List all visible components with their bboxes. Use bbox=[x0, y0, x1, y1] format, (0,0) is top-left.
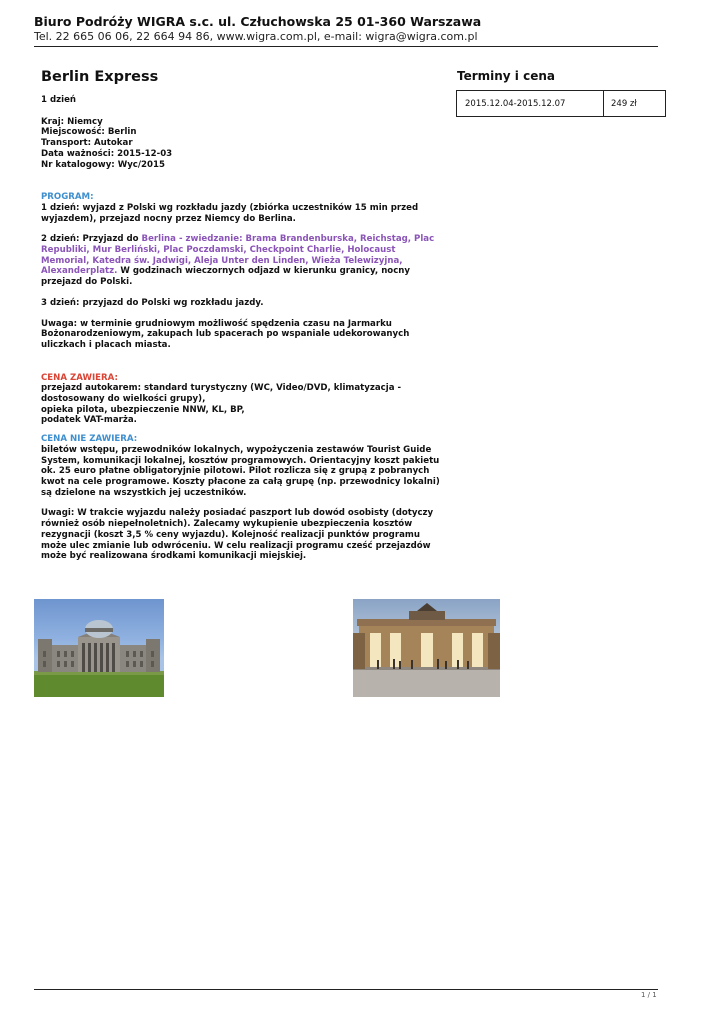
brandenburg-gate-illustration bbox=[353, 599, 500, 697]
tour-description bbox=[41, 95, 441, 562]
tour-duration: 1 dzień bbox=[41, 95, 77, 105]
term-price-cell: 249 zł bbox=[611, 99, 637, 109]
program-day-2-suffix: W godzinach wieczornych odjazd w kierunku granicy, nocny przejazd do Polski. bbox=[41, 266, 411, 288]
tour-title: Berlin Express bbox=[41, 69, 159, 85]
berlin-sights-link[interactable]: Berlina - zwiedzanie: Brama Brandenburska, Reichstag, Plac Republiki, Mur Berliński, Plac Poczdamski, Checkpoint Charlie, Holocaust Memorial, Katedra św. Jadwigi, Aleja Unter den Linden, Wieża Telewizyjna, Alexanderplatz. bbox=[41, 234, 435, 277]
price-excludes-text: biletów wstępu, przewodników lokalnych, wypożyczenia zestawów Tourist Guide System, komunikacji lokalnej, kosztów programowych. Orientacyjny koszt pakietu ok. 25 euro płatne obligatoryjnie pilotowi. Pilot rozlicza się z grupą z pobranych kwot na cele programowe. Koszty płacone za całą grupę (np. przewodnicy lokalni) są dzielone na wszystkich jej uczestników. bbox=[41, 444, 440, 498]
price-excludes-heading: CENA NIE ZAWIERA: bbox=[41, 434, 138, 445]
program-day-3: 3 dzień: przyjazd do Polski wg rozkładu jazdy. bbox=[41, 297, 264, 308]
remarks-text: Uwagi: W trakcie wyjazdu należy posiadać paszport lub dowód osobisty (dotyczy również osób niepełnoletnich). Zalecamy wykupienie ubezpieczenia kosztów rezygnacji (koszt 3,5 % ceny wyjazdu). Kolejność realizacji punktów programu może ulec zmianie lub odwróceniu. W celu realizacji programu cześć przejazdów może być realizowana środkami komunikacji miejskiej. bbox=[41, 508, 434, 562]
program-day-2 bbox=[41, 234, 441, 288]
company-header: Biuro Podróży WIGRA s.c. ul. Człuchowska 25 01-360 Warszawa bbox=[34, 14, 482, 29]
terms-price-table bbox=[456, 90, 666, 117]
tour-catalog-number: Nr katalogowy: Wyc/2015 bbox=[41, 159, 165, 170]
terms-heading: Terminy i cena bbox=[457, 69, 555, 83]
reichstag-illustration bbox=[34, 599, 164, 697]
price-includes-item: opieka pilota, ubezpieczenie NNW, KL, BP, bbox=[41, 404, 245, 415]
tour-validity: Data ważności: 2015-12-03 bbox=[41, 148, 173, 159]
page-number: 1 / 1 bbox=[641, 991, 657, 999]
program-heading: PROGRAM: bbox=[41, 192, 94, 203]
company-contact: Tel. 22 665 06 06, 22 664 94 86, www.wigra.com.pl, e-mail: wigra@wigra.com.pl bbox=[34, 30, 478, 43]
price-includes-heading: CENA ZAWIERA: bbox=[41, 372, 118, 383]
price-includes-item: przejazd autokarem: standard turystyczny (WC, Video/DVD, klimatyzacja - dostosowany do wielkości grupy), bbox=[41, 383, 402, 405]
program-note: Uwaga: w terminie grudniowym możliwość spędzenia czasu na Jarmarku Bożonarodzeniowym, zakupach lub spacerach po wspaniale udekorowanych uliczkach i placach miasta. bbox=[41, 318, 410, 350]
program-day-1: 1 dzień: wyjazd z Polski wg rozkładu jazdy (zbiórka uczestników 15 min przed wyjazdem), przejazd nocny przez Niemcy do Berlina. bbox=[41, 202, 419, 224]
tour-city: Miejscowość: Berlin bbox=[41, 127, 137, 138]
header-divider bbox=[34, 46, 658, 47]
term-dates-cell: 2015.12.04-2015.12.07 bbox=[457, 91, 604, 116]
reichstag-photo bbox=[34, 599, 164, 697]
footer-divider bbox=[34, 989, 658, 990]
price-includes-item: podatek VAT-marża. bbox=[41, 415, 137, 426]
tour-country: Kraj: Niemcy bbox=[41, 116, 103, 127]
tour-transport: Transport: Autokar bbox=[41, 138, 133, 149]
program-day-2-prefix: 2 dzień: Przyjazd do bbox=[41, 234, 142, 245]
brandenburg-gate-photo bbox=[353, 599, 500, 697]
